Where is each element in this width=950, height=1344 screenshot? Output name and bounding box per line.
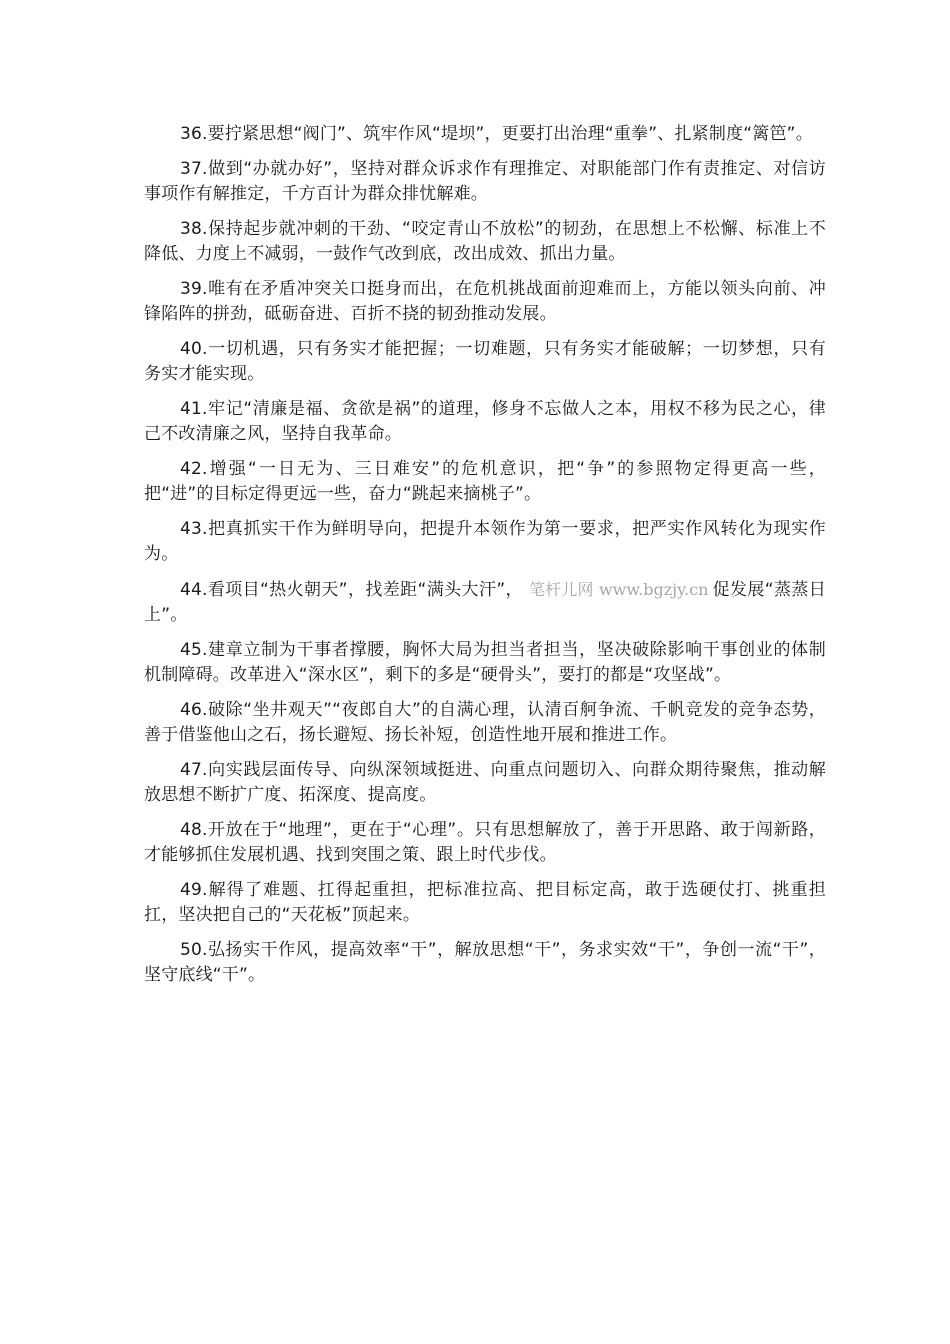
paragraph-40: 40.一切机遇，只有务实才能把握；一切难题，只有务实才能破解；一切梦想，只有务实才能实现。 [144,339,826,384]
paragraph-46: 46.破除“坐井观天”“夜郎自大”的自满心理，认清百舸争流、千帆竞发的竞争态势，善于借鉴他山之石，扬长避短、扬长补短，创造性地开展和推进工作。 [144,700,826,745]
document-body [144,122,826,998]
paragraph-39: 39.唯有在矛盾冲突关口挺身而出，在危机挑战面前迎难而上，方能以领头向前、冲锋陷阵的拼劲，砥砺奋进、百折不挠的韧劲推动发展。 [144,279,826,324]
paragraph-44-before: 44.看项目“热火朝天”，找差距“满头大汗”， [180,580,523,600]
paragraph-38: 38.保持起步就冲刺的干劲、“咬定青山不放松”的韧劲，在思想上不松懈、标准上不降低、力度上不减弱，一鼓作气改到底，改出成效、抓出力量。 [144,219,826,264]
paragraph-43: 43.把真抓实干作为鲜明导向，把提升本领作为第一要求，把严实作风转化为现实作为。 [144,519,826,564]
paragraph-45: 45.建章立制为干事者撑腰，胸怀大局为担当者担当，坚决破除影响干事创业的体制机制障碍。改革进入“深水区”，剩下的多是“硬骨头”，要打的都是“攻坚战”。 [144,640,826,685]
paragraph-44-after: 促发展“蒸蒸日上”。 [144,580,826,625]
paragraph-50: 50.弘扬实干作风，提高效率“干”，解放思想“干”，务求实效“干”，争创一流“干”，坚守底线“干”。 [144,940,826,985]
paragraph-41: 41.牢记“清廉是福、贪欲是祸”的道理，修身不忘做人之本，用权不移为民之心，律己不改清廉之风，坚持自我革命。 [144,399,826,444]
paragraph-49: 49.解得了难题、扛得起重担，把标准拉高、把目标定高，敢于选硬仗打、挑重担扛，坚决把自己的“天花板”顶起来。 [144,880,826,925]
paragraph-48: 48.开放在于“地理”，更在于“心理”。只有思想解放了，善于开思路、敢于闯新路，才能够抓住发展机遇、找到突围之策、跟上时代步伐。 [144,820,826,865]
paragraph-37: 37.做到“办就办好”，坚持对群众诉求作有理推定、对职能部门作有责推定、对信访事项作有解推定，千方百计为群众排忧解难。 [144,159,826,204]
paragraph-44 [144,577,826,628]
paragraph-42: 42.增强“一日无为、三日难安”的危机意识，把“争”的参照物定得更高一些，把“进”的目标定得更远一些，奋力“跳起来摘桃子”。 [144,459,826,504]
watermark-text: 笔杆儿网 www.bgzjy.cn [528,580,709,599]
paragraph-47: 47.向实践层面传导、向纵深领域挺进、向重点问题切入、向群众期待聚焦，推动解放思想不断扩广度、拓深度、提高度。 [144,760,826,805]
paragraph-36: 36.要拧紧思想“阀门”、筑牢作风“堤坝”，更要打出治理“重拳”、扎紧制度“篱笆”。 [180,124,813,144]
